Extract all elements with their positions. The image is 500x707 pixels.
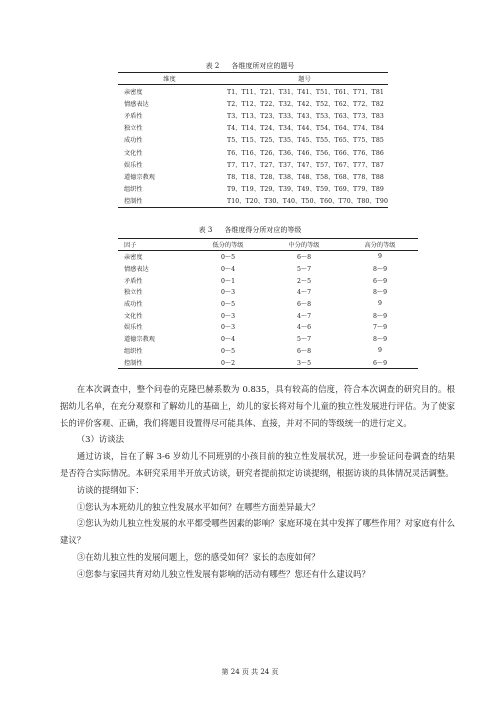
table2-caption <box>90 61 410 71</box>
page-footer: 第 24 页 共 24 页 <box>221 668 279 676</box>
table2-dimension: 矛盾性 <box>124 112 143 120</box>
table3-caption-title: 各维度得分所对应的等级 <box>224 226 302 234</box>
table3-caption-number: 表 3 <box>198 226 213 234</box>
table3-factor: 独立性 <box>124 289 143 297</box>
table3-high: 9 <box>378 346 382 354</box>
table3-low: 0～2 <box>220 359 236 367</box>
table-row <box>118 195 388 208</box>
table3-factor: 情感表达 <box>124 266 149 274</box>
table3-factor: 矛盾性 <box>124 277 143 285</box>
paragraph-interview: 通过访谈，旨在了解 3-6 岁幼儿不同班别的小孩目前的独立性发展状况，进一步验证问卷调查的结果是否符合实际情况。本研究采用半开放式访谈，研究者提前拟定访谈提纲，根据访谈的具体情况灵活调整。 <box>60 451 455 478</box>
table3-mid: 2～5 <box>296 277 312 285</box>
table3-low: 0～1 <box>220 277 236 285</box>
table3-high: 6～9 <box>372 359 388 367</box>
table3-factor: 成功性 <box>124 301 143 309</box>
table2-dimension: 文化性 <box>124 149 143 157</box>
table-row <box>118 309 418 321</box>
table2-items: T8、T18、T28、T38、T48、T58、T68、T78、T88 <box>226 173 384 181</box>
table3-factor: 亲密度 <box>124 254 143 262</box>
table2-dimension: 成功性 <box>124 137 143 145</box>
interview-question-3: ③在幼儿独立性的发展问题上，您的感受如何？家长的态度如何？ <box>76 551 320 562</box>
table3-high: 6～9 <box>372 277 388 285</box>
table3-low: 0～4 <box>220 336 236 344</box>
table3-low: 0～5 <box>220 254 236 262</box>
table-row <box>118 183 388 195</box>
table3-mid: 5～7 <box>296 336 312 344</box>
table3-factor: 道德宗教观 <box>124 336 155 344</box>
table-row <box>118 109 388 121</box>
interview-question-1: ①您认为本班幼儿的独立性发展水平如何？在哪些方面差异最大？ <box>76 501 320 512</box>
table-row <box>118 274 418 286</box>
table3-high: 8～9 <box>372 266 388 274</box>
table2-dimension: 道德宗教观 <box>124 173 155 181</box>
table3-mid: 6～8 <box>296 254 312 262</box>
table3-high: 8～9 <box>372 312 388 320</box>
table3-high: 8～9 <box>372 289 388 297</box>
table3-low: 0～3 <box>220 324 236 332</box>
table3-factor: 组织性 <box>124 347 143 355</box>
interview-outline-intro: 访谈的提纲如下： <box>76 484 144 495</box>
table2-header-items: 题号 <box>221 73 388 85</box>
table2 <box>118 72 388 208</box>
table2-items: T3、T13、T23、T33、T43、T53、T63、T73、T83 <box>226 112 384 120</box>
table3-mid: 3～5 <box>296 359 312 367</box>
table3-factor: 文化性 <box>124 312 143 320</box>
table-row <box>118 122 388 134</box>
interview-question-2: ②您认为幼儿独立性发展的水平都受哪些因素的影响？家庭环境在其中发挥了哪些作用？对家庭有什么建议？ <box>60 518 455 546</box>
table2-items: T7、T17、T27、T37、T47、T57、T67、T77、T87 <box>226 161 384 169</box>
table3-low: 0～4 <box>220 266 236 274</box>
table-row <box>118 146 388 158</box>
paragraph-reliability: 在本次调查中，整个问卷的克隆巴赫系数为 0.835，具有较高的信度，符合本次调查的研究目的。根据幼儿名单，在充分观察和了解幼儿的基础上，幼儿的家长将对每个儿童的独立性发展进行评估。为了使家长的评价客观、正确，我们将题目设置得尽可能具体、直接，并对不同的等级统一的进行定义。 <box>60 384 455 428</box>
table3-mid: 4～6 <box>296 324 312 332</box>
body-text <box>60 381 455 583</box>
table3-low: 0～3 <box>220 312 236 320</box>
table-row <box>118 298 418 310</box>
table-row <box>118 345 418 357</box>
table2-items: T6、T16、T26、T36、T46、T56、T66、T76、T86 <box>226 149 384 157</box>
table-row <box>118 286 418 298</box>
table2-dimension: 组织性 <box>124 186 143 194</box>
table3-header-factor: 因子 <box>118 239 190 251</box>
table-row <box>118 158 388 170</box>
table2-items: T4、T14、T24、T34、T44、T54、T64、T74、T84 <box>226 125 384 133</box>
table3-factor: 控制性 <box>124 359 143 367</box>
section-heading-interview: （3）访谈法 <box>76 434 124 445</box>
table-row <box>118 170 388 182</box>
table3-header-row <box>118 239 418 251</box>
table-row <box>118 333 418 345</box>
table3-header-high: 高分的等级 <box>342 239 418 251</box>
table3-low: 0～3 <box>220 289 236 297</box>
table3-low: 0～5 <box>220 301 236 309</box>
table3-mid: 5～7 <box>296 266 312 274</box>
table2-dimension: 情感表达 <box>124 100 149 108</box>
table3-caption <box>90 225 410 235</box>
table2-items: T1、T11、T21、T31、T41、T51、T61、T71、T81 <box>226 88 384 96</box>
table3-header-mid: 中分的等级 <box>266 239 342 251</box>
table-row <box>118 263 418 275</box>
interview-question-4: ④您参与家园共育对幼儿独立性发展有影响的活动有哪些？您还有什么建议吗？ <box>76 568 370 579</box>
table2-header-dimension: 维度 <box>118 73 221 85</box>
table-row <box>118 134 388 146</box>
table2-items: T9、T19、T29、T39、T49、T59、T69、T79、T89 <box>226 186 384 194</box>
table2-items: T2、T12、T22、T32、T42、T52、T62、T72、T82 <box>226 100 384 108</box>
table3-mid: 6～8 <box>296 301 312 309</box>
table3-header-low: 低分的等级 <box>190 239 266 251</box>
table2-items: T10、T20、T30、T40、T50、T60、T70、T80、T90 <box>226 198 388 206</box>
table3-mid: 4～7 <box>296 312 312 320</box>
table-row <box>118 251 418 263</box>
table2-items: T5、T15、T25、T35、T45、T55、T65、T75、T85 <box>226 137 384 145</box>
table2-dimension: 控制性 <box>124 198 143 206</box>
table2-header-row <box>118 73 388 85</box>
table2-dimension: 独立性 <box>124 125 143 133</box>
table2-caption-title: 各维度所对应的题号 <box>231 62 295 70</box>
table3-low: 0～5 <box>220 347 236 355</box>
table3-factor: 娱乐性 <box>124 324 143 332</box>
table2-dimension: 娱乐性 <box>124 161 143 169</box>
table-row <box>118 356 418 368</box>
table3 <box>118 238 418 369</box>
table3-high: 9 <box>378 253 382 261</box>
table3-mid: 6～8 <box>296 347 312 355</box>
table3-mid: 4～7 <box>296 289 312 297</box>
table-row <box>118 97 388 109</box>
table3-high: 9 <box>378 300 382 308</box>
table3-high: 8～9 <box>372 336 388 344</box>
table-row <box>118 85 388 98</box>
table2-caption-number: 表 2 <box>205 62 220 70</box>
table-row <box>118 321 418 333</box>
table2-dimension: 亲密度 <box>124 88 143 96</box>
table3-high: 7～9 <box>372 324 388 332</box>
